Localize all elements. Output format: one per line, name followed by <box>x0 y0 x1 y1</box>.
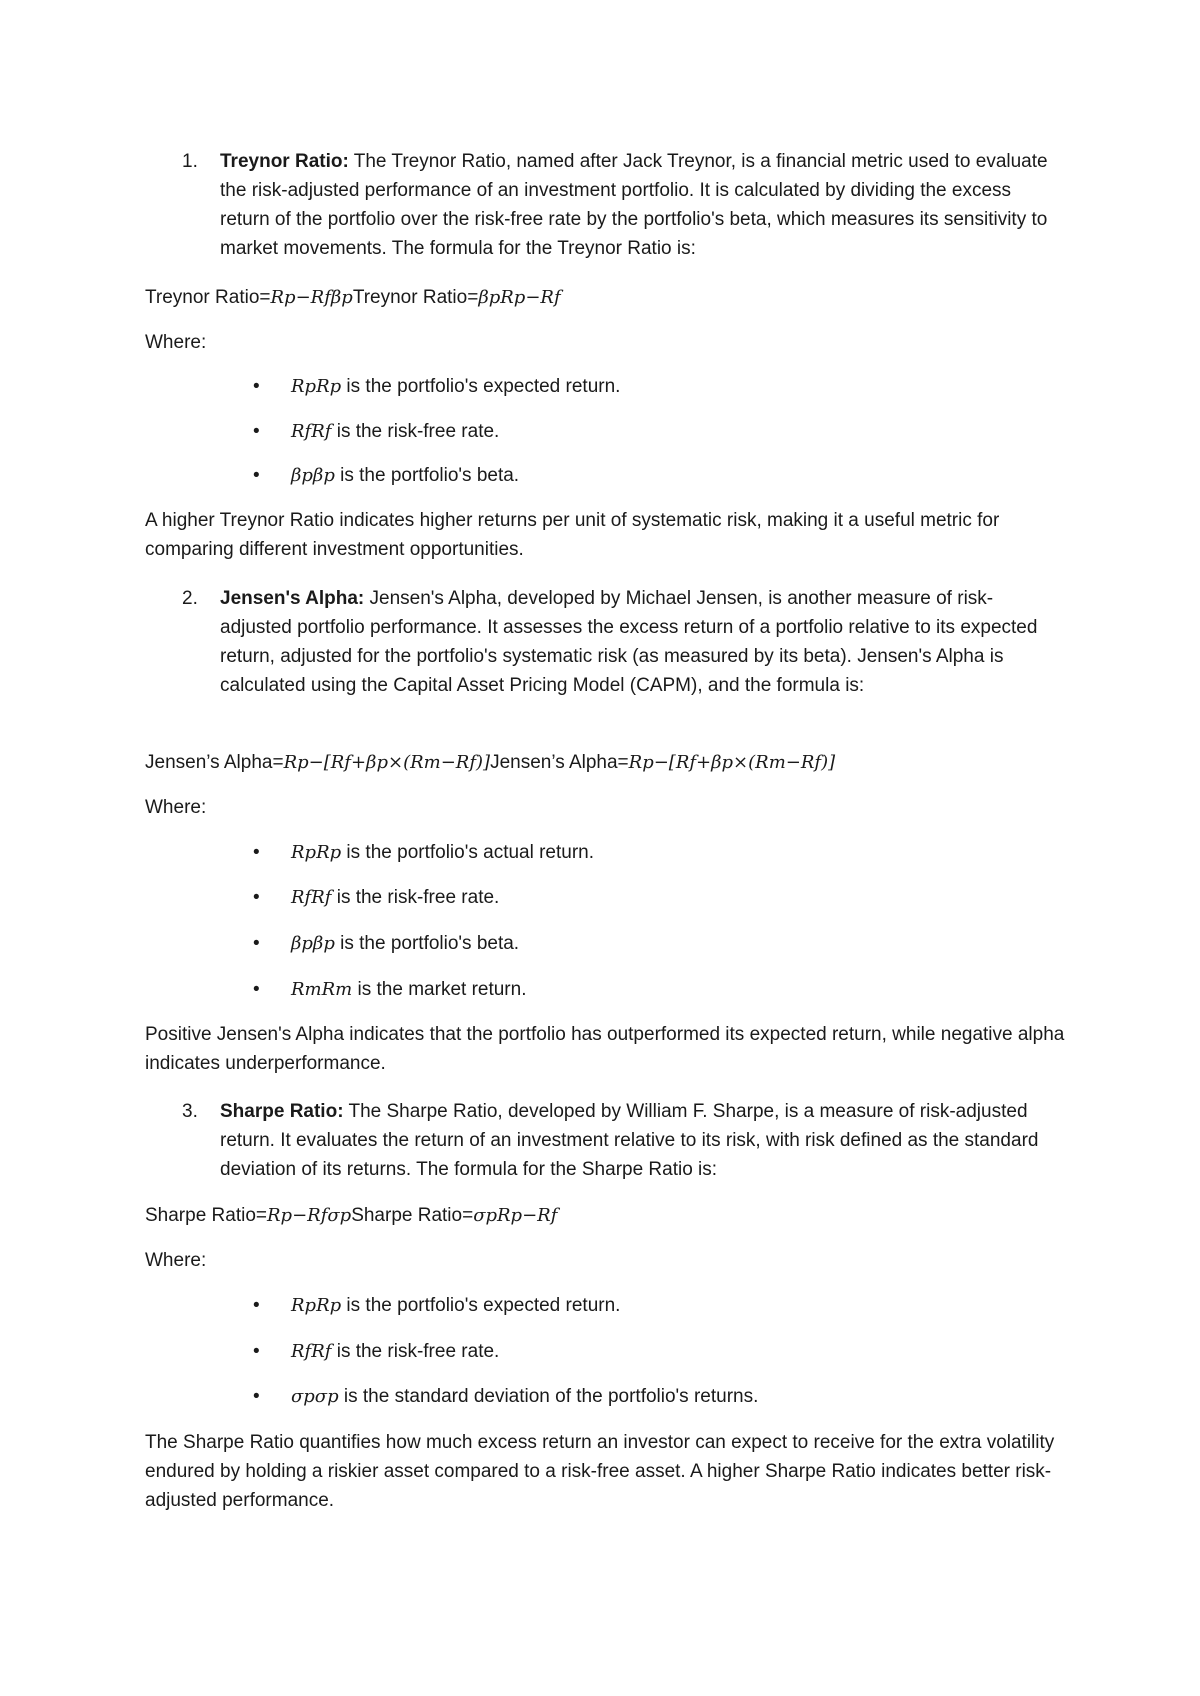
bullet-icon: • <box>253 1386 260 1407</box>
bullet-icon: • <box>253 1341 260 1362</box>
conclusion-paragraph: A higher Treynor Ratio indicates higher returns per unit of systematic risk, making it a useful metric for comparing different investment opportunities. <box>145 510 1000 560</box>
list-item <box>253 975 1053 1004</box>
list-item <box>253 838 1053 867</box>
where-label: Where: <box>145 797 207 818</box>
section-intro: The Treynor Ratio, named after Jack Treynor, is a financial metric used to evaluate the risk-adjusted performance of an investment portfolio. It is calculated by dividing the excess return of the portfolio over the risk-free rate by the portfolio's beta, which measures its sensitivity to market movements. The formula for the Treynor Ratio is: <box>220 151 1048 259</box>
list-item <box>253 1337 1053 1366</box>
bullet-icon: • <box>253 979 260 1000</box>
conclusion-paragraph: The Sharpe Ratio quantifies how much excess return an investor can expect to receive for the extra volatility endured by holding a riskier asset compared to a risk-free asset. A higher Sharpe Ratio indicates better risk-adjusted performance. <box>145 1432 1055 1511</box>
formula-label: Treynor Ratio= <box>145 287 271 308</box>
symbol: RpRp <box>291 842 342 863</box>
bullet-icon: • <box>253 842 260 863</box>
formula-math-repeat: βpRp−Rf <box>478 287 561 308</box>
formula-treynor <box>145 283 1075 312</box>
list-number: 3. <box>182 1101 198 1122</box>
section-title: Sharpe Ratio: <box>220 1101 344 1122</box>
section-jensen-intro <box>182 584 1062 700</box>
bullet-icon: • <box>253 376 260 397</box>
bullet-icon: • <box>253 421 260 442</box>
symbol: RpRp <box>291 1295 342 1316</box>
list-number: 2. <box>182 588 198 609</box>
section-intro: Jensen's Alpha, developed by Michael Jensen, is another measure of risk-adjusted portfolio performance. It assesses the excess return of a portfolio relative to its expected return, adjusted for the portfolio's systematic risk (as measured by its beta). Jensen's Alpha is calculated using the Capital Asset Pricing Model (CAPM), and the formula is: <box>220 588 1038 696</box>
definition: is the portfolio's expected return. <box>341 376 621 397</box>
bullet-icon: • <box>253 465 260 486</box>
list-item <box>253 883 1053 912</box>
section-intro: The Sharpe Ratio, developed by William F. Sharpe, is a measure of risk-adjusted return. It evaluates the return of an investment relative to its risk, with risk defined as the standard deviation of its returns. The formula for the Sharpe Ratio is: <box>220 1101 1039 1180</box>
formula-math: Rp−[Rf+βp×(Rm−Rf)] <box>283 752 491 773</box>
definition: is the risk-free rate. <box>331 421 500 442</box>
symbol: σpσp <box>291 1386 339 1407</box>
where-label: Where: <box>145 332 207 353</box>
symbol: RfRf <box>291 887 332 908</box>
list-item <box>253 461 1053 490</box>
formula-sharpe <box>145 1201 1075 1230</box>
formula-label: Jensen’s Alpha= <box>145 752 284 773</box>
definition: is the market return. <box>352 979 527 1000</box>
bullet-icon: • <box>253 1295 260 1316</box>
formula-label-repeat: Jensen’s Alpha= <box>490 752 629 773</box>
section-title: Jensen's Alpha: <box>220 588 365 609</box>
section-treynor-intro <box>182 147 1062 263</box>
formula-label: Sharpe Ratio= <box>145 1205 267 1226</box>
list-item <box>253 1291 1053 1320</box>
list-number: 1. <box>182 151 198 172</box>
where-label: Where: <box>145 1250 207 1271</box>
list-item <box>253 929 1053 958</box>
formula-math: Rp−Rfβp <box>270 287 353 308</box>
formula-jensen <box>145 748 1075 777</box>
symbol: RpRp <box>291 376 342 397</box>
definition: is the portfolio's beta. <box>334 465 520 486</box>
formula-label-repeat: Treynor Ratio= <box>352 287 479 308</box>
formula-math-repeat: Rp−[Rf+βp×(Rm−Rf)] <box>628 752 836 773</box>
definition: is the risk-free rate. <box>331 1341 500 1362</box>
bullet-icon: • <box>253 933 260 954</box>
symbol: RmRm <box>291 979 353 1000</box>
list-item <box>253 372 1053 401</box>
definition: is the risk-free rate. <box>331 887 500 908</box>
symbol: RfRf <box>291 421 332 442</box>
bullet-icon: • <box>253 887 260 908</box>
definition: is the standard deviation of the portfolio's returns. <box>338 1386 759 1407</box>
list-item <box>253 1382 1053 1411</box>
section-title: Treynor Ratio: <box>220 151 349 172</box>
symbol: RfRf <box>291 1341 332 1362</box>
definition: is the portfolio's expected return. <box>341 1295 621 1316</box>
definition: is the portfolio's beta. <box>334 933 520 954</box>
symbol: βpβp <box>291 465 335 486</box>
definition: is the portfolio's actual return. <box>341 842 595 863</box>
list-item <box>253 417 1053 446</box>
formula-math: Rp−Rfσp <box>267 1205 352 1226</box>
formula-label-repeat: Sharpe Ratio= <box>351 1205 474 1226</box>
formula-math-repeat: σpRp−Rf <box>473 1205 558 1226</box>
conclusion-paragraph: Positive Jensen's Alpha indicates that the portfolio has outperformed its expected return, while negative alpha indicates underperformance. <box>145 1024 1065 1074</box>
section-sharpe-intro <box>182 1097 1062 1184</box>
symbol: βpβp <box>291 933 335 954</box>
